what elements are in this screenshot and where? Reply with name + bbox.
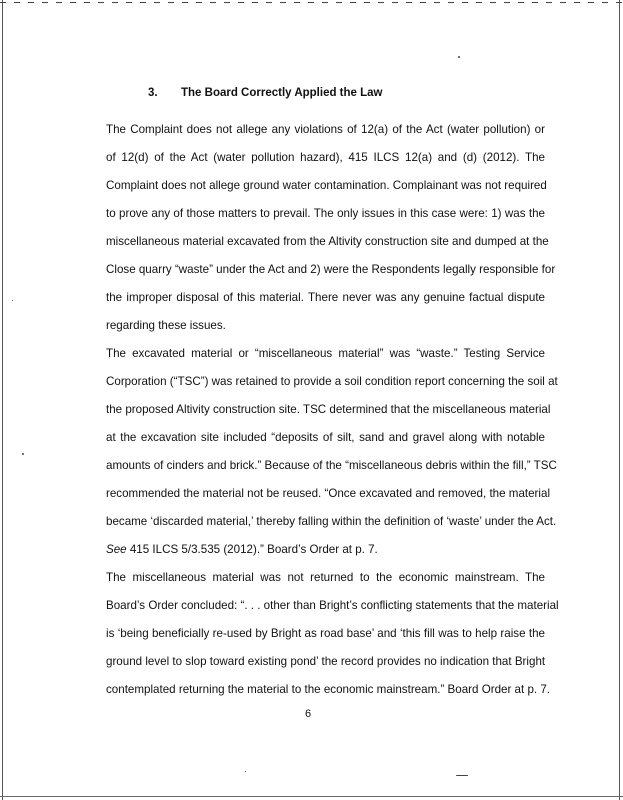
text-line: amounts of cinders and brick.” Because of the “miscellaneous debris within the fill,” TSC <box>106 459 557 472</box>
text-line: The excavated material or “miscellaneous material” was “waste.” Testing Service <box>106 347 545 360</box>
text-line: The Complaint does not allege any violations of 12(a) of the Act (water pollution) or <box>106 123 545 136</box>
paragraph-3 <box>73 564 559 704</box>
scan-speck <box>456 775 468 776</box>
text-line: The miscellaneous material was not returned to the economic mainstream. The <box>106 571 545 584</box>
section-title: The Board Correctly Applied the Law <box>181 87 383 99</box>
scan-edge-top <box>0 2 623 3</box>
text-line <box>73 536 545 564</box>
scan-speck <box>245 771 246 772</box>
citation-text: 415 ILCS 5/3.535 (2012).” Board’s Order at p. 7. <box>126 543 378 556</box>
paragraph-2 <box>73 340 558 564</box>
scan-edge-left <box>2 0 3 800</box>
text-line: became ‘discarded material,’ thereby falling within the definition of ‘waste’ under the Act. <box>106 515 557 528</box>
text-line: is ‘being beneficially re-used by Bright as road base’ and ‘this fill was to help raise the <box>106 627 545 640</box>
text-line: contemplated returning the material to the economic mainstream.” Board Order at p. 7. <box>106 683 550 696</box>
scan-speck <box>12 300 13 301</box>
text-line: Corporation (“TSC”) was retained to provide a soil condition report concerning the soil at <box>106 375 558 388</box>
section-number: 3. <box>148 87 158 99</box>
scan-edge-bottom <box>0 796 623 797</box>
text-line: to prove any of those matters to prevail. The only issues in this case were: 1) was the <box>106 207 545 220</box>
text-line: ground level to slop toward existing pond’ the record provides no indication that Bright <box>106 655 546 668</box>
text-line: regarding these issues. <box>106 319 226 332</box>
scan-speck <box>458 56 460 58</box>
text-line: the proposed Altivity construction site. TSC determined that the miscellaneous material <box>106 403 551 416</box>
text-line: miscellaneous material excavated from the Altivity construction site and dumped at the <box>106 235 549 248</box>
paragraph-1 <box>73 116 556 340</box>
page-number: 6 <box>305 708 312 720</box>
text-line: at the excavation site included “deposits of silt, sand and gravel along with notable <box>106 431 545 444</box>
text-line: recommended the material not be reused. “Once excavated and removed, the material <box>106 487 551 500</box>
text-line: the improper disposal of this material. There never was any genuine factual dispute <box>106 291 545 304</box>
section-heading <box>148 87 383 99</box>
body-text <box>73 116 559 704</box>
text-line: Close quarry “waste” under the Act and 2) were the Respondents legally responsible for <box>106 263 556 276</box>
scan-speck <box>22 453 24 455</box>
scan-edge-right <box>619 0 620 800</box>
signal-see: See <box>106 543 127 556</box>
text-line: of 12(d) of the Act (water pollution hazard), 415 ILCS 12(a) and (d) (2012). The <box>106 151 545 164</box>
text-line: Board’s Order concluded: “. . . other than Bright’s conflicting statements that the material <box>106 599 559 612</box>
text-line: Complaint does not allege ground water contamination. Complainant was not required <box>106 179 547 192</box>
